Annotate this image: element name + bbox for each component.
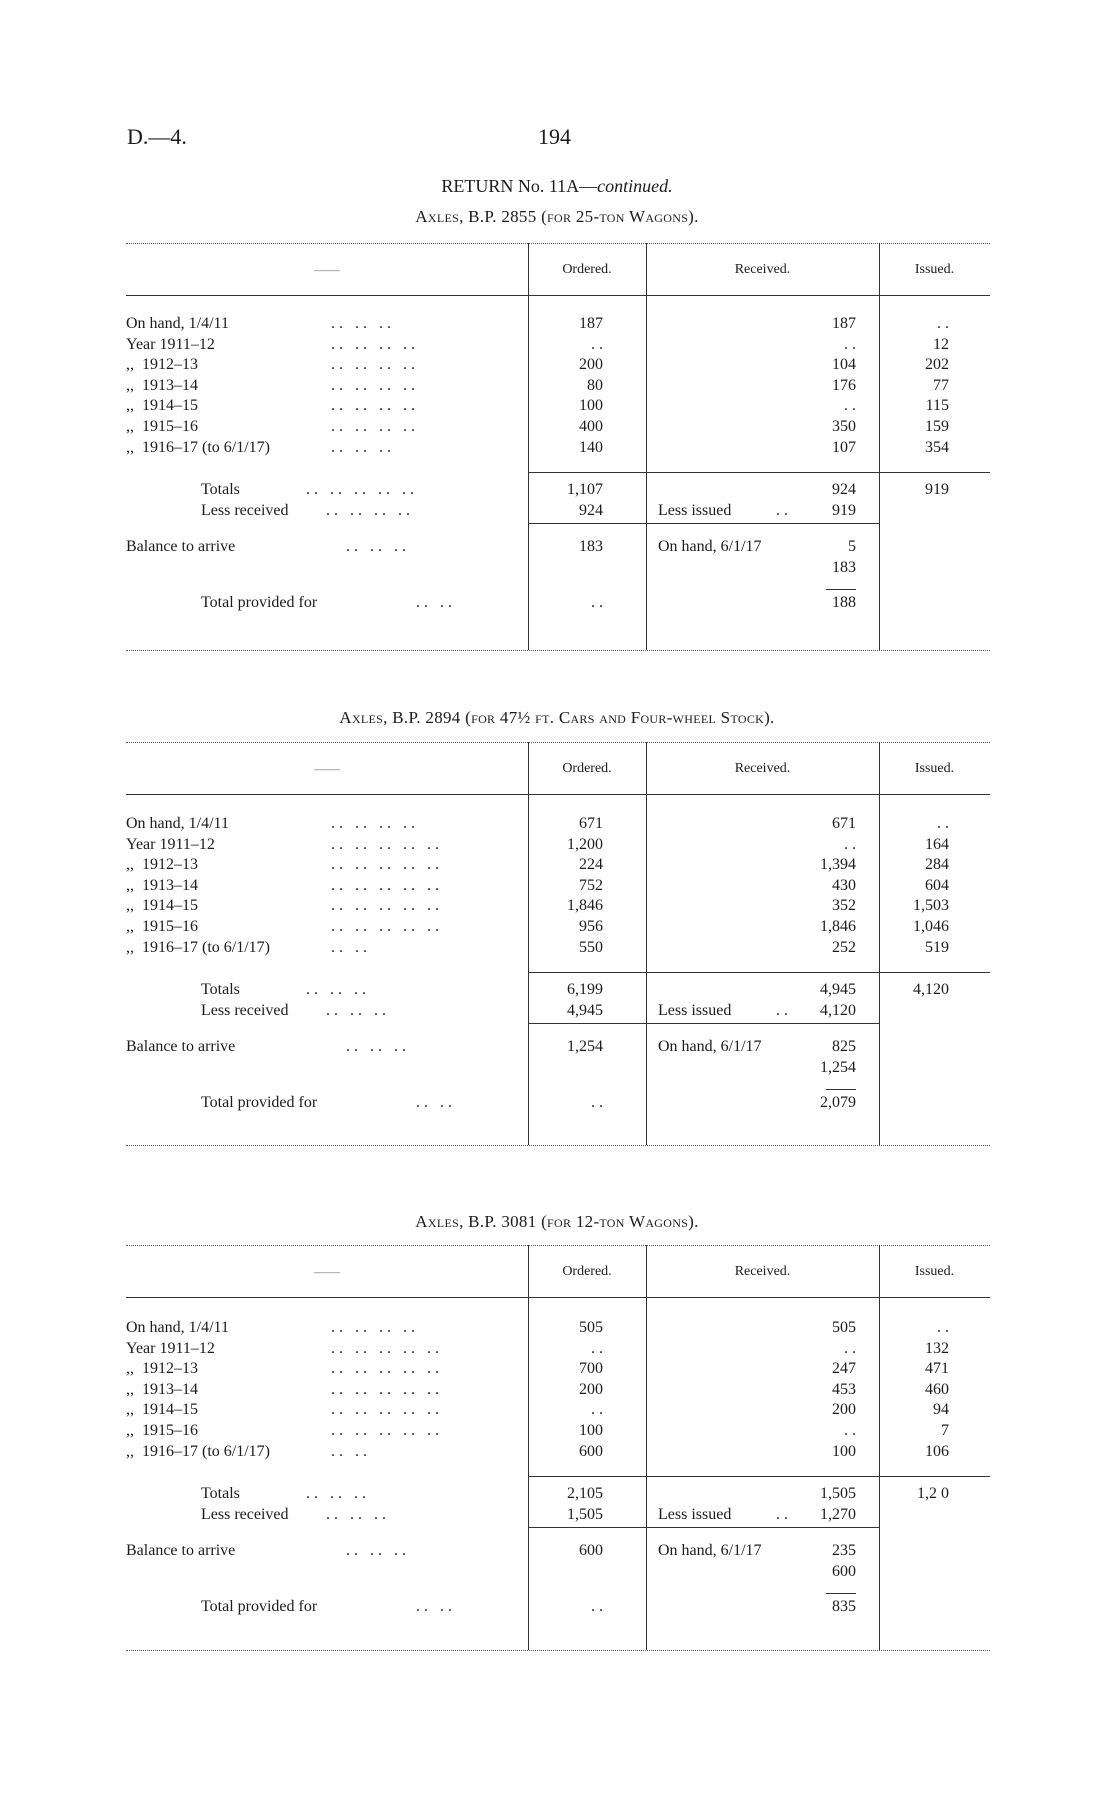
row-issued: 284	[925, 856, 949, 874]
row-received: 453	[832, 1380, 856, 1398]
col-header-ordered: Ordered.	[562, 761, 612, 776]
row-label: Year 1911–12	[126, 335, 215, 353]
balance-label: Balance to arrive	[126, 1542, 236, 1560]
col-header-issued: Issued.	[914, 761, 955, 776]
row-dots: . . . . . . . .	[331, 376, 415, 394]
sum-rule	[826, 1593, 856, 1594]
balance-carried: 1,254	[820, 1059, 856, 1076]
row-dots: . . . . . . . . . .	[331, 918, 439, 935]
table-bottom-rule	[126, 650, 990, 651]
col-header-ordered: Ordered.	[562, 1264, 612, 1279]
row-dots: . . . . . . . .	[331, 335, 415, 353]
less-issued-value: 919	[832, 501, 856, 519]
row-received: 352	[832, 897, 856, 915]
row-issued: 519	[925, 938, 949, 956]
row-label: ,, 1916–17 (to 6/1/17)	[126, 938, 270, 956]
sum-rule	[826, 589, 856, 590]
row-issued: 7	[941, 1422, 949, 1439]
less-received-ordered: 924	[579, 501, 603, 519]
row-issued: 354	[925, 438, 949, 456]
balance-ordered: 1,254	[567, 1038, 603, 1056]
less-issued-label: Less issued	[658, 501, 732, 519]
col-header-issued: Issued.	[914, 262, 955, 277]
total-provided-ordered: . .	[591, 1597, 603, 1615]
table-top-rule	[126, 243, 990, 244]
header-bottom-rule	[126, 794, 990, 795]
row-received: 187	[832, 315, 856, 332]
row-dots: . . . . . . . . . .	[331, 1360, 439, 1378]
row-dots: . . . . . . . .	[331, 397, 415, 415]
totals-ordered: 1,107	[567, 481, 603, 499]
on-hand-value: 825	[832, 1038, 856, 1056]
row-ordered: . .	[591, 1401, 603, 1419]
row-received: . .	[844, 1339, 856, 1357]
header-bottom-rule	[126, 295, 990, 296]
row-issued: 202	[925, 356, 949, 374]
totals-received: 4,945	[820, 981, 856, 999]
row-ordered: 200	[579, 1380, 603, 1398]
totals-ordered: 6,199	[567, 981, 603, 999]
row-label: ,, 1912–13	[126, 356, 198, 374]
row-label: ,, 1912–13	[126, 856, 198, 874]
row-issued: . .	[937, 315, 949, 332]
row-label: Year 1911–12	[126, 1339, 215, 1357]
row-label: On hand, 1/4/11	[126, 1319, 229, 1336]
less-received-dots: . . . . . .	[326, 1505, 386, 1523]
row-ordered: 187	[579, 315, 603, 332]
row-received: 430	[832, 876, 856, 894]
row-ordered: 550	[579, 938, 603, 956]
col-header-blank: ——	[314, 262, 340, 277]
row-received: . .	[844, 835, 856, 853]
table-bottom-rule	[126, 1650, 990, 1651]
col-header-received: Received.	[734, 761, 791, 776]
less-received-ordered: 4,945	[567, 1001, 603, 1019]
row-dots: . . . . . . . . . .	[331, 1380, 439, 1398]
row-ordered: 600	[579, 1442, 603, 1460]
total-provided-label: Total provided for	[201, 1597, 318, 1615]
totals-dots: . . . . . .	[306, 1485, 366, 1503]
row-issued: 159	[925, 418, 949, 435]
row-dots: . . . . . . . . . .	[331, 1401, 439, 1419]
row-received: 200	[832, 1401, 856, 1419]
balance-label: Balance to arrive	[126, 1038, 236, 1056]
row-issued: 94	[933, 1401, 949, 1419]
row-received: 107	[832, 438, 856, 456]
row-dots: . . . . . . . .	[331, 1319, 415, 1336]
row-ordered: . .	[591, 335, 603, 353]
header-bottom-rule	[126, 1297, 990, 1298]
col-header-issued: Issued.	[914, 1264, 955, 1279]
row-label: On hand, 1/4/11	[126, 315, 229, 332]
row-dots: . . . . . . . . . .	[331, 1422, 439, 1439]
table-top-rule	[126, 1245, 990, 1246]
return-title-continued: continued.	[597, 176, 673, 196]
row-dots: . . . . . . . .	[331, 418, 415, 435]
row-issued: 164	[925, 835, 949, 853]
balance-rule	[528, 523, 879, 524]
row-ordered: 100	[579, 1422, 603, 1439]
balance-dots: . . . . . .	[346, 538, 406, 556]
totals-dots: . . . . . .	[306, 981, 366, 999]
row-received: 1,394	[820, 856, 856, 874]
row-ordered: 671	[579, 815, 603, 832]
row-issued: 12	[933, 335, 949, 353]
balance-ordered: 183	[579, 538, 603, 556]
total-provided-ordered: . .	[591, 593, 603, 611]
row-issued: 106	[925, 1442, 949, 1460]
row-label: ,, 1916–17 (to 6/1/17)	[126, 438, 270, 456]
row-received: 350	[832, 418, 856, 435]
return-title-main: RETURN No. 11A—	[441, 176, 598, 196]
section-title: Axles, B.P. 2894 (for 47½ ft. Cars and Four-wheel Stock).	[339, 708, 775, 727]
table-top-rule	[126, 742, 990, 743]
row-ordered: 200	[579, 356, 603, 374]
less-issued-dots: . .	[776, 501, 788, 519]
total-provided-received: 188	[832, 593, 856, 611]
totals-issued: 919	[925, 481, 949, 499]
row-ordered: 140	[579, 438, 603, 456]
totals-label: Totals	[201, 1485, 240, 1503]
row-issued: 1,046	[913, 918, 949, 935]
totals-label: Totals	[201, 981, 240, 999]
row-issued: 115	[925, 397, 949, 415]
balance-label: Balance to arrive	[126, 538, 236, 556]
row-dots: . . . . . . . . . .	[331, 1339, 439, 1357]
balance-dots: . . . . . .	[346, 1038, 406, 1056]
row-label: ,, 1915–16	[126, 1422, 198, 1439]
balance-rule	[528, 1023, 879, 1024]
row-label: Year 1911–12	[126, 835, 215, 853]
row-ordered: 956	[579, 918, 603, 935]
row-ordered: 752	[579, 876, 603, 894]
less-issued-dots: . .	[776, 1001, 788, 1019]
row-received: 104	[832, 356, 856, 374]
row-received: 252	[832, 938, 856, 956]
total-provided-received: 835	[832, 1597, 856, 1615]
total-provided-received: 2,079	[820, 1093, 856, 1111]
row-issued: 604	[925, 876, 949, 894]
row-label: ,, 1915–16	[126, 918, 198, 935]
section-title: Axles, B.P. 2855 (for 25-ton Wagons).	[415, 207, 699, 226]
row-ordered: 80	[587, 376, 603, 394]
row-dots: . . . . . .	[331, 315, 391, 332]
total-provided-dots: . . . .	[416, 1597, 452, 1615]
row-issued: 460	[925, 1380, 949, 1398]
row-issued: 132	[925, 1339, 949, 1357]
row-label: ,, 1912–13	[126, 1360, 198, 1378]
page-header-ref: D.—4.	[127, 124, 187, 149]
row-issued: 77	[933, 376, 949, 394]
return-table	[126, 1245, 990, 1650]
row-label: ,, 1915–16	[126, 418, 198, 435]
return-table	[126, 243, 990, 650]
row-received: 671	[832, 815, 856, 832]
less-received-label: Less received	[201, 1505, 289, 1523]
row-dots: . . . . . . . . . .	[331, 876, 439, 894]
row-dots: . . . . . . . . . .	[331, 856, 439, 874]
return-table	[126, 742, 990, 1145]
balance-dots: . . . . . .	[346, 1542, 406, 1560]
balance-carried: 183	[832, 559, 856, 576]
row-dots: . . . .	[331, 1442, 367, 1460]
less-issued-label: Less issued	[658, 1505, 732, 1523]
row-received: . .	[844, 1422, 856, 1439]
balance-carried: 600	[832, 1563, 856, 1580]
row-issued: 1,503	[913, 897, 949, 915]
col-header-received: Received.	[734, 262, 791, 277]
return-title	[0, 176, 1114, 197]
table-bottom-rule	[126, 1145, 990, 1146]
less-received-dots: . . . . . . . .	[326, 501, 410, 519]
row-label: ,, 1916–17 (to 6/1/17)	[126, 1442, 270, 1460]
row-ordered: 100	[579, 397, 603, 415]
col-header-blank: ——	[314, 1264, 340, 1279]
less-received-dots: . . . . . .	[326, 1001, 386, 1019]
on-hand-value: 235	[832, 1542, 856, 1560]
row-dots: . . . . . . . . . .	[331, 835, 439, 853]
row-issued: . .	[937, 1319, 949, 1336]
row-label: ,, 1913–14	[126, 1380, 198, 1398]
totals-issued: 4,120	[913, 981, 949, 999]
row-label: On hand, 1/4/11	[126, 815, 229, 832]
sum-rule	[826, 1089, 856, 1090]
col-header-blank: ——	[314, 761, 340, 776]
balance-rule	[528, 1527, 879, 1528]
row-ordered: 1,200	[567, 835, 603, 853]
totals-rule	[528, 972, 990, 973]
row-received: 505	[832, 1319, 856, 1336]
row-label: ,, 1913–14	[126, 876, 198, 894]
row-received: . .	[844, 397, 856, 415]
col-header-received: Received.	[734, 1264, 791, 1279]
row-received: . .	[844, 335, 856, 353]
totals-rule	[528, 1476, 990, 1477]
row-dots: . . . .	[331, 938, 367, 956]
on-hand-label: On hand, 6/1/17	[658, 1038, 762, 1056]
totals-rule	[528, 472, 990, 473]
less-issued-dots: . .	[776, 1505, 788, 1523]
page-number: 194	[538, 124, 571, 149]
less-issued-value: 1,270	[820, 1505, 856, 1523]
less-received-label: Less received	[201, 1001, 289, 1019]
row-label: ,, 1914–15	[126, 897, 198, 915]
row-label: ,, 1913–14	[126, 376, 198, 394]
row-ordered: . .	[591, 1339, 603, 1357]
row-received: 1,846	[820, 918, 856, 935]
row-ordered: 505	[579, 1319, 603, 1336]
less-issued-value: 4,120	[820, 1001, 856, 1019]
total-provided-ordered: . .	[591, 1093, 603, 1111]
total-provided-dots: . . . .	[416, 1093, 452, 1111]
totals-dots: . . . . . . . . . .	[306, 481, 414, 499]
row-dots: . . . . . . . .	[331, 815, 415, 832]
row-received: 100	[832, 1442, 856, 1460]
balance-ordered: 600	[579, 1542, 603, 1560]
row-ordered: 224	[579, 856, 603, 874]
row-dots: . . . . . .	[331, 438, 391, 456]
less-issued-label: Less issued	[658, 1001, 732, 1019]
on-hand-label: On hand, 6/1/17	[658, 1542, 762, 1560]
row-ordered: 700	[579, 1360, 603, 1378]
section-title: Axles, B.P. 3081 (for 12-ton Wagons).	[415, 1212, 699, 1231]
total-provided-dots: . . . .	[416, 593, 452, 611]
row-issued: . .	[937, 815, 949, 832]
row-dots: . . . . . . . .	[331, 356, 415, 374]
total-provided-label: Total provided for	[201, 1093, 318, 1111]
on-hand-label: On hand, 6/1/17	[658, 538, 762, 556]
totals-ordered: 2,105	[567, 1485, 603, 1503]
totals-received: 924	[832, 481, 856, 499]
totals-label: Totals	[201, 481, 240, 499]
totals-issued: 1,2 0	[917, 1485, 949, 1503]
row-issued: 471	[925, 1360, 949, 1378]
col-header-ordered: Ordered.	[562, 262, 612, 277]
totals-received: 1,505	[820, 1485, 856, 1503]
row-dots: . . . . . . . . . .	[331, 897, 439, 915]
less-received-label: Less received	[201, 501, 289, 519]
row-ordered: 400	[579, 418, 603, 435]
row-label: ,, 1914–15	[126, 397, 198, 415]
row-received: 247	[832, 1360, 856, 1378]
on-hand-value: 5	[848, 538, 856, 556]
less-received-ordered: 1,505	[567, 1505, 603, 1523]
row-ordered: 1,846	[567, 897, 603, 915]
row-received: 176	[832, 376, 856, 394]
row-label: ,, 1914–15	[126, 1401, 198, 1419]
total-provided-label: Total provided for	[201, 593, 318, 611]
